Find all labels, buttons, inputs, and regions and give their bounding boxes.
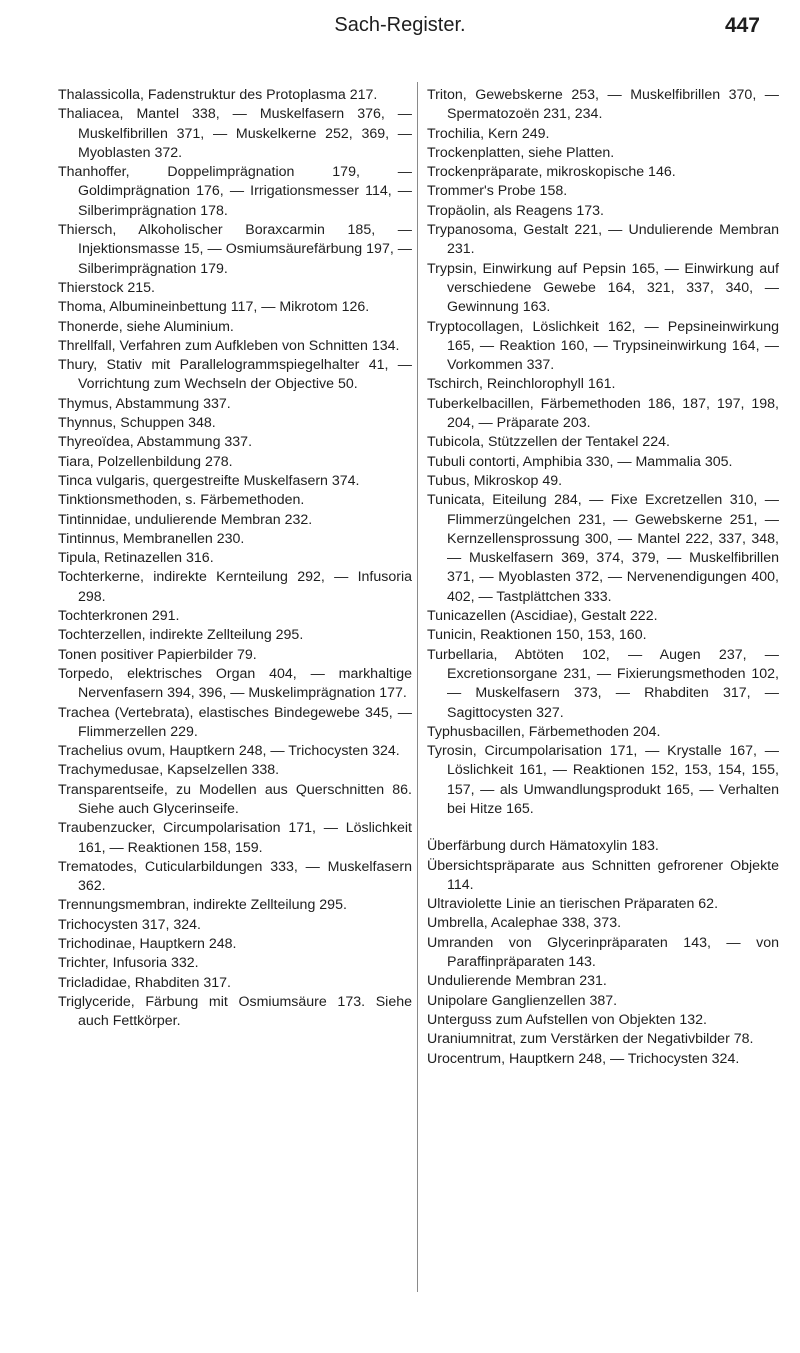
index-entry: Tinktionsmethoden, s. Färbemethoden. <box>58 492 305 509</box>
index-entry: Torpedo, elektrisches Organ 404, — markhaltige Nervenfasern 394, 396, — Muskelimprägnation 177. <box>58 665 412 702</box>
index-entry: Unipolare Ganglienzellen 387. <box>427 992 618 1009</box>
index-entry: Typhusbacillen, Färbemethoden 204. <box>427 723 661 740</box>
index-entry: Trochilia, Kern 249. <box>427 125 550 142</box>
right-column <box>427 86 779 1069</box>
index-entry: Tryptocollagen, Löslichkeit 162, — Pepsineinwirkung 165, — Reaktion 160, — Trypsineinwirkung 164, — Vorkommen 337. <box>427 318 779 374</box>
index-entry: Tiara, Polzellenbildung 278. <box>58 453 233 470</box>
running-header-title: Sach-Register. <box>334 14 466 36</box>
index-entry: Traubenzucker, Circumpolarisation 171, — Löslichkeit 161, — Reaktionen 158, 159. <box>58 820 412 856</box>
index-entry: Urocentrum, Hauptkern 248, — Trichocysten 324. <box>427 1050 740 1067</box>
index-entry: Tubus, Mikroskop 49. <box>427 472 563 489</box>
index-entry: Thoma, Albumineinbettung 117, — Mikrotom 126. <box>58 299 370 316</box>
index-entry: Trachymedusae, Kapselzellen 338. <box>58 762 280 779</box>
index-entry: Tunicin, Reaktionen 150, 153, 160. <box>427 627 647 644</box>
index-entry: Turbellaria, Abtöten 102, — Augen 237, — Excretionsorgane 231, — Fixierungsmethoden 102, — Muskelfasern 373, — Rhabditen 317, — Sagittocysten 327. <box>427 646 779 721</box>
index-entry: Tyrosin, Circumpolarisation 171, — Krystalle 167, — Löslichkeit 161, — Reaktionen 152, 153, 154, 155, 157, — als Umwandlungsprodukt 165, — Verhalten bei Hitze 165. <box>427 743 779 817</box>
index-entry: Tunicazellen (Ascidiae), Gestalt 222. <box>427 608 658 625</box>
left-column <box>58 86 412 1032</box>
index-entry: Tochterkerne, indirekte Kernteilung 292, — Infusoria 298. <box>58 569 412 605</box>
index-entry: Ultraviolette Linie an tierischen Präparaten 62. <box>427 896 719 913</box>
page-number: 447 <box>724 14 760 37</box>
index-entry: Trypanosoma, Gestalt 221, — Undulierende Membran 231. <box>427 222 779 258</box>
index-entry: Transparentseife, zu Modellen aus Querschnitten 86. Siehe auch Glycerinseife. <box>58 781 412 817</box>
index-entry: Trematodes, Cuticularbildungen 333, — Muskelfasern 362. <box>58 858 412 895</box>
index-entry: Thyreoïdea, Abstammung 337. <box>58 434 253 451</box>
index-entry: Übersichtspräparate aus Schnitten gefrorener Objekte 114. <box>427 857 779 893</box>
index-entry: Thiersch, Alkoholischer Boraxcarmin 185, — Injektionsmasse 15, — Osmiumsäurefärbung 197, — Silberimprägnation 179. <box>58 222 412 277</box>
index-entry: Thalassicolla, Fadenstruktur des Protoplasma 217. <box>58 87 378 103</box>
index-entry: Tunicata, Eiteilung 284, — Fixe Excretzellen 310, — Flimmerzüngelchen 231, — Gewebskerne 251, — Kernzellensprossung 300, — Mantel 222, 337, 348, — Muskelfasern 369, 374, 379, — Muskelfibrillen 371, — Myoblasten 372, — Nervenendigungen 400, 402, — Tastplättchen 333. <box>427 492 779 605</box>
index-entry: Trockenpräparate, mikroskopische 146. <box>427 164 676 181</box>
index-entry: Trichocysten 317, 324. <box>58 916 202 933</box>
index-entry: Überfärbung durch Hämatoxylin 183. <box>427 838 659 855</box>
index-entry: Trockenplatten, siehe Platten. <box>427 144 615 161</box>
index-entry: Thynnus, Schuppen 348. <box>58 415 216 432</box>
index-entry: Tochterzellen, indirekte Zellteilung 295. <box>58 627 304 644</box>
index-entry: Tschirch, Reinchlorophyll 161. <box>427 376 616 393</box>
index-entry: Trachelius ovum, Hauptkern 248, — Trichocysten 324. <box>58 743 400 760</box>
index-entry: Tonen positiver Papierbilder 79. <box>58 646 257 663</box>
index-entry: Thymus, Abstammung 337. <box>58 395 231 412</box>
index-entry: Umranden von Glycerinpräparaten 143, — von Paraffinpräparaten 143. <box>427 934 779 971</box>
index-entry: Thury, Stativ mit Parallelogrammspiegelhalter 41, — Vorrichtung zum Wechseln der Objective 50. <box>58 357 412 393</box>
index-entry: Tintinnidae, undulierende Membran 232. <box>58 511 313 528</box>
index-entry: Trypsin, Einwirkung auf Pepsin 165, — Einwirkung auf verschiedene Gewebe 164, 321, 337, 340, — Gewinnung 163. <box>427 260 779 316</box>
index-entry: Tuberkelbacillen, Färbemethoden 186, 187, 197, 198, 204, — Präparate 203. <box>427 395 779 432</box>
index-entry: Tintinnus, Membranellen 230. <box>58 530 245 547</box>
index-entry: Trachea (Vertebrata), elastisches Bindegewebe 345, — Flimmerzellen 229. <box>58 704 412 740</box>
index-entry: Trichodinae, Hauptkern 248. <box>58 936 237 953</box>
index-entry: Undulierende Membran 231. <box>427 973 607 990</box>
index-entry: Uraniumnitrat, zum Verstärken der Negativbilder 78. <box>427 1031 754 1048</box>
index-entry: Trichter, Infusoria 332. <box>58 955 199 972</box>
index-entry: Umbrella, Acalephae 338, 373. <box>427 915 622 932</box>
index-entry: Threllfall, Verfahren zum Aufkleben von Schnitten 134. <box>58 337 400 354</box>
index-entry: Tropäolin, als Reagens 173. <box>427 202 604 219</box>
index-entry: Triton, Gewebskerne 253, — Muskelfibrillen 370, — Spermatozoën 231, 234. <box>427 87 779 123</box>
index-entry: Tubuli contorti, Amphibia 330, — Mammalia 305. <box>427 453 733 470</box>
index-entry: Tochterkronen 291. <box>58 608 180 625</box>
index-entry: Tinca vulgaris, quergestreifte Muskelfasern 374. <box>58 472 360 489</box>
index-entry: Thaliacea, Mantel 338, — Muskelfasern 376, — Muskelfibrillen 371, — Muskelkerne 252, 369, — Myoblasten 372. <box>58 106 412 161</box>
index-entry: Tubicola, Stützzellen der Tentakel 224. <box>427 434 670 451</box>
index-entry: Thanhoffer, Doppelimprägnation 179, — Goldimprägnation 176, — Irrigationsmesser 114, — Silberimprägnation 178. <box>58 164 412 219</box>
index-entry: Thierstock 215. <box>58 279 155 296</box>
index-entry: Thonerde, siehe Aluminium. <box>58 318 234 335</box>
index-entry: Triglyceride, Färbung mit Osmiumsäure 173. Siehe auch Fettkörper. <box>58 993 412 1030</box>
index-entry: Unterguss zum Aufstellen von Objekten 132. <box>427 1011 707 1028</box>
column-divider <box>417 82 418 1292</box>
index-entry: Trennungsmembran, indirekte Zellteilung 295. <box>58 897 347 914</box>
index-entry: Trommer's Probe 158. <box>427 183 568 200</box>
index-entry: Tricladidae, Rhabditen 317. <box>58 974 231 991</box>
index-entry: Tipula, Retinazellen 316. <box>58 550 214 567</box>
